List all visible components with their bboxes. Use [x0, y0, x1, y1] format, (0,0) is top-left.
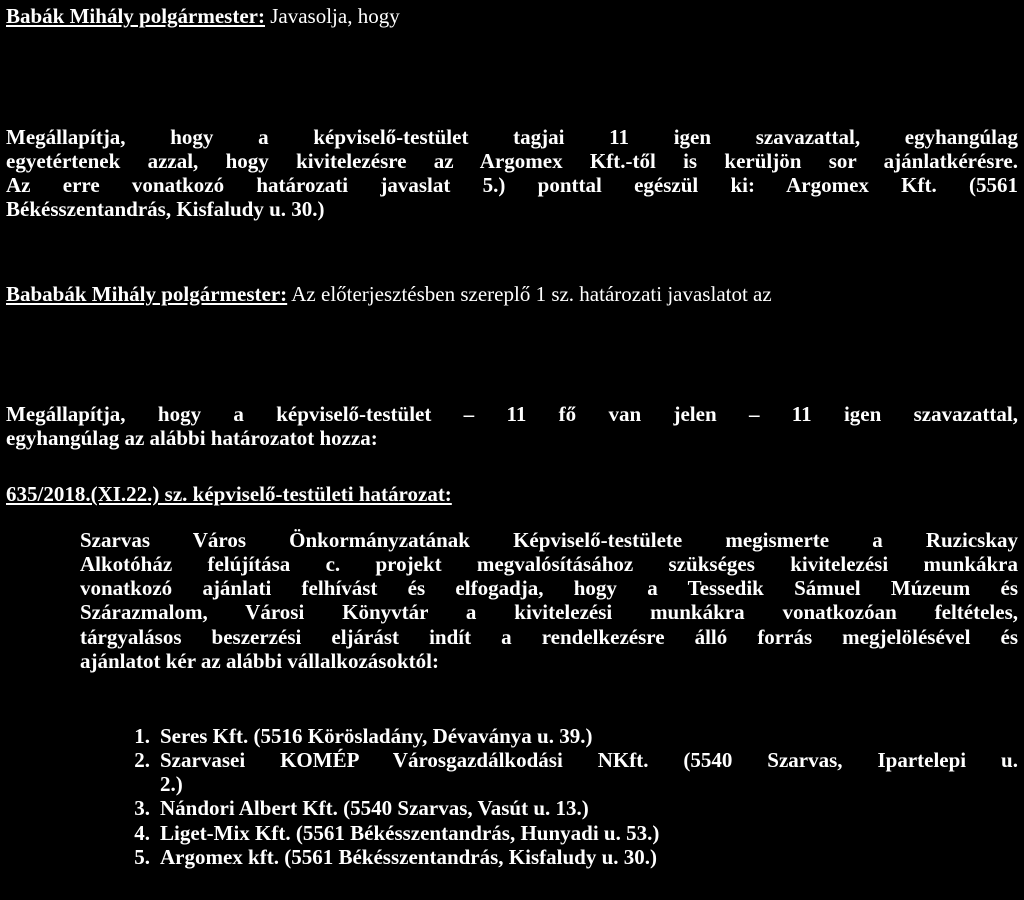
list-item-number: 1. — [134, 724, 150, 748]
resolution-number: 635/2018.(XI.22.) sz. képviselő-testületi határozat: — [6, 482, 452, 506]
resolution-line: tárgyalásos beszerzési eljárást indít a rendelkezésre álló forrás megjelölésével és — [80, 624, 1018, 649]
list-item-text: Nándori Albert Kft. (5540 Szarvas, Vasút u. 13.) — [160, 796, 589, 821]
list-item — [6, 821, 1018, 845]
list-item — [6, 796, 1018, 820]
resolution-line: Szarvas Város Önkormányzatának Képviselő-testülete megismerte a Ruzicskay — [80, 528, 1018, 552]
list-item-text: Seres Kft. (5516 Körösladány, Dévaványa u. 39.) — [160, 724, 593, 748]
resolution-line: vonatkozó ajánlati felhívást és elfogadja, hogy a Tessedik Sámuel Múzeum és — [80, 576, 1018, 601]
resolution-id — [6, 482, 1018, 506]
speech-2 — [6, 282, 1018, 306]
list-item-number: 4. — [134, 820, 150, 845]
vendor-list — [6, 724, 1018, 869]
document-page — [6, 0, 1018, 900]
list-item — [6, 845, 1018, 869]
finding-1-line: Békésszentandrás, Kisfaludy u. 30.) — [6, 197, 325, 222]
list-item-number: 3. — [134, 796, 150, 821]
speech-text: Javasolja, hogy — [264, 4, 400, 28]
resolution-line: Alkotóház felújítása c. projekt megvalósításához szükséges kivitelezési munkákra — [80, 552, 1018, 577]
speech-text: Az előterjesztésben szereplő 1 sz. határozati javaslatot az — [287, 282, 772, 306]
list-item-number: 5. — [134, 844, 150, 869]
list-item-line: Szarvasei KOMÉP Városgazdálkodási NKft. (5540 Szarvas, Ipartelepi u. — [160, 748, 1018, 773]
resolution-line: ajánlatot kér az alábbi vállalkozásoktól: — [80, 648, 439, 673]
list-item — [6, 748, 1018, 796]
list-item-text: Liget-Mix Kft. (5561 Békésszentandrás, Hunyadi u. 53.) — [160, 820, 660, 845]
finding-1-line: Megállapítja, hogy a képviselő-testület tagjai 11 igen szavazattal, egyhangúlag — [6, 125, 1018, 149]
resolution-line: Szárazmalom, Városi Könyvtár a kivitelezési munkákra vonatkozóan feltételes, — [80, 600, 1018, 625]
finding-1-line: egyetértenek azzal, hogy kivitelezésre az Argomex Kft.-től is kerüljön sor ajánlatkérésre. — [6, 149, 1018, 174]
finding-2 — [6, 402, 1018, 450]
finding-1-line: Az erre vonatkozó határozati javaslat 5.) ponttal egészül ki: Argomex Kft. (5561 — [6, 173, 1018, 198]
speaker-name: Babák Mihály polgármester: — [6, 4, 265, 28]
list-item-text — [160, 748, 1018, 796]
list-item-line: 2.) — [160, 772, 183, 797]
finding-2-line: Megállapítja, hogy a képviselő-testület – 11 fő van jelen – 11 igen szavazattal, — [6, 402, 1018, 426]
list-item-text: Argomex kft. (5561 Békésszentandrás, Kisfaludy u. 30.) — [160, 844, 657, 869]
finding-1 — [6, 125, 1018, 222]
list-item-number: 2. — [134, 748, 150, 773]
finding-2-line: egyhangúlag az alábbi határozatot hozza: — [6, 426, 378, 451]
list-item — [6, 724, 1018, 748]
speech-1 — [6, 4, 1018, 28]
speaker-name: Bababák Mihály polgármester: — [6, 282, 288, 306]
resolution-body — [80, 528, 1018, 673]
